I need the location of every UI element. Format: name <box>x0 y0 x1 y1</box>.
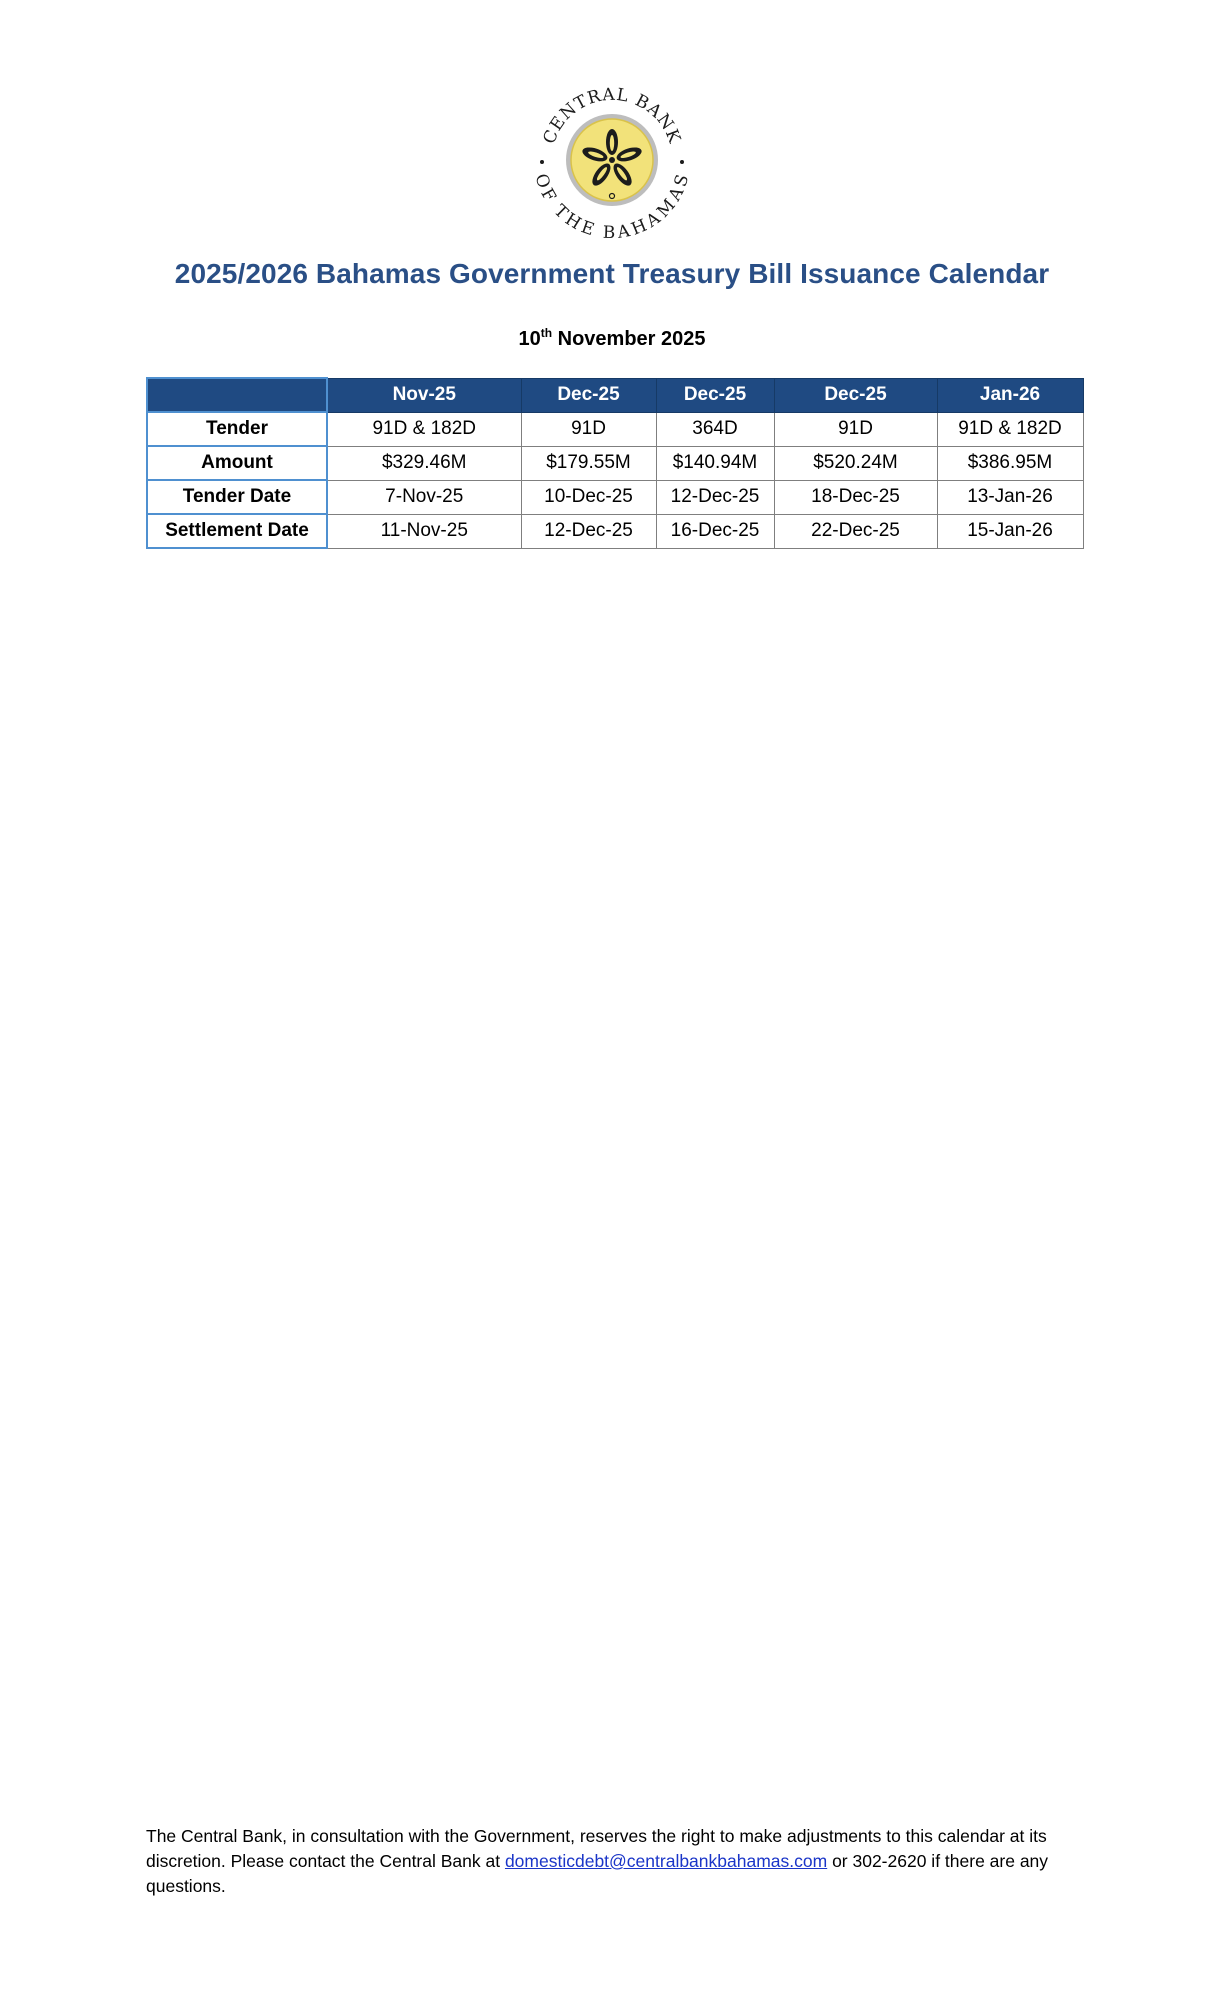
table-cell: 91D & 182D <box>327 412 521 446</box>
column-header: Dec-25 <box>521 378 656 412</box>
table-cell: 15-Jan-26 <box>937 514 1083 548</box>
row-label: Tender Date <box>147 480 327 514</box>
table-cell: $179.55M <box>521 446 656 480</box>
table-cell: 22-Dec-25 <box>774 514 937 548</box>
table-cell: 91D & 182D <box>937 412 1083 446</box>
footer-text-after: or 302-2620 if there are any questions. <box>146 1851 1049 1896</box>
issue-date-day: 10 <box>518 328 541 350</box>
central-bank-logo <box>530 78 694 242</box>
table-cell: 13-Jan-26 <box>937 480 1083 514</box>
table-cell: 16-Dec-25 <box>656 514 774 548</box>
table-cell: 18-Dec-25 <box>774 480 937 514</box>
column-header: Dec-25 <box>656 378 774 412</box>
table-row-tender <box>147 412 1083 446</box>
table-cell: 11-Nov-25 <box>327 514 521 548</box>
table-header-row <box>147 378 1083 412</box>
table-cell: 10-Dec-25 <box>521 480 656 514</box>
column-header: Nov-25 <box>327 378 521 412</box>
central-bank-seal-icon <box>530 78 694 242</box>
table-cell: 364D <box>656 412 774 446</box>
table-cell: 7-Nov-25 <box>327 480 521 514</box>
row-label: Settlement Date <box>147 514 327 548</box>
logo-bottom-text: OF THE BAHAMAS <box>530 171 694 242</box>
table-row-settlement-date <box>147 514 1083 548</box>
column-header: Dec-25 <box>774 378 937 412</box>
table-corner-cell <box>147 378 327 412</box>
table-cell: 91D <box>521 412 656 446</box>
column-header: Jan-26 <box>937 378 1083 412</box>
table-row-tender-date <box>147 480 1083 514</box>
table-cell: 12-Dec-25 <box>521 514 656 548</box>
contact-email-link[interactable]: domesticdebt@centralbankbahamas.com <box>504 1851 828 1871</box>
table-cell: $520.24M <box>774 446 937 480</box>
row-label: Tender <box>147 412 327 446</box>
table-row-amount <box>147 446 1083 480</box>
table-cell: $386.95M <box>937 446 1083 480</box>
page-title: 2025/2026 Bahamas Government Treasury Bill Issuance Calendar <box>174 258 1050 289</box>
table-cell: $329.46M <box>327 446 521 480</box>
table-cell: 91D <box>774 412 937 446</box>
table-cell: 12-Dec-25 <box>656 480 774 514</box>
issue-date-rest: November 2025 <box>552 328 706 350</box>
issue-date <box>0 326 1224 351</box>
footer-text-before: The Central Bank, in consultation with the Government, reserves the right to make adjustments to this calendar at its discretion. Please contact the Central Bank at <box>146 1826 1047 1871</box>
logo-top-text: CENTRAL BANK <box>539 84 685 147</box>
issue-date-suffix: th <box>540 326 553 340</box>
footer-note <box>146 1824 1086 1899</box>
table-cell: $140.94M <box>656 446 774 480</box>
issuance-calendar-table <box>146 377 1084 549</box>
row-label: Amount <box>147 446 327 480</box>
